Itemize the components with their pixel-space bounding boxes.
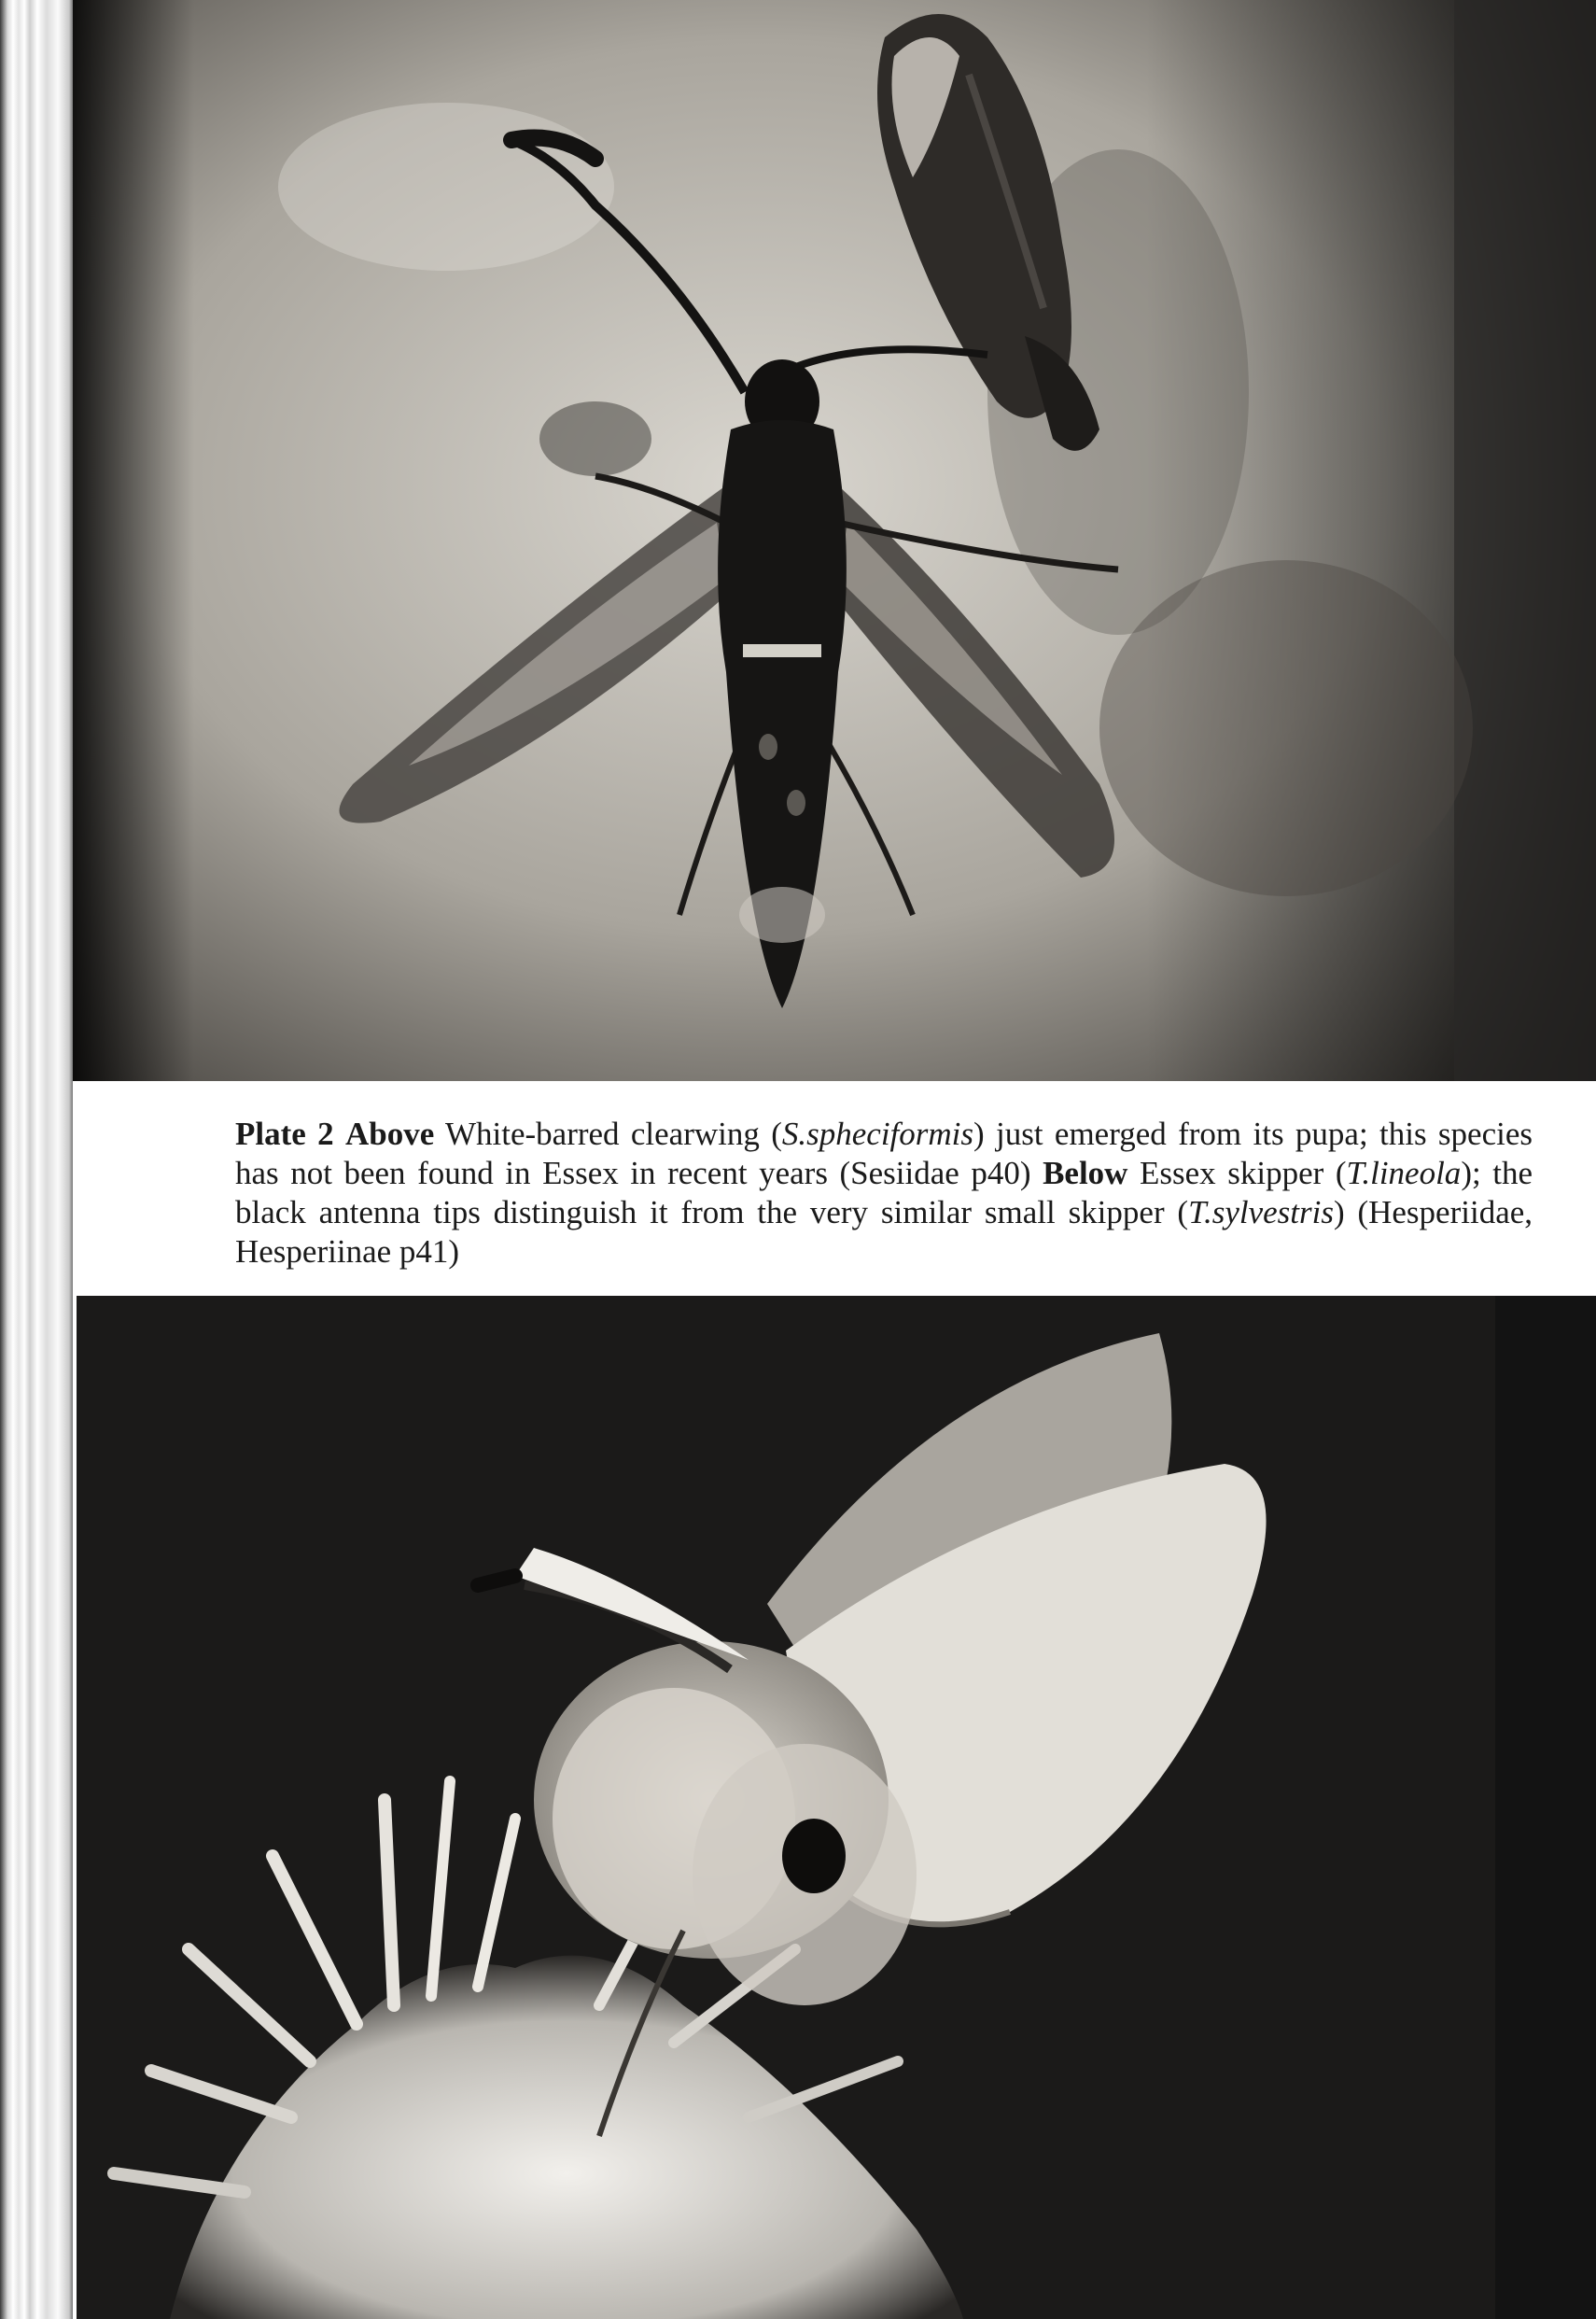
above-species: S.spheciformis (781, 1116, 974, 1152)
above-text-2: ) just emerged from its pupa; this species has not been found in Essex in recent years (Sesiidae p40) (235, 1116, 1533, 1191)
below-species: T.lineola (1346, 1155, 1462, 1191)
photo-essex-skipper (77, 1296, 1596, 2319)
plate-caption (235, 1115, 1533, 1272)
clearwing-photo-svg (73, 0, 1596, 1081)
below-text-2: ); the black antenna tips distinguish it from the very similar small skipper ( (235, 1155, 1533, 1230)
above-text-1: White-barred clearwing ( (444, 1116, 782, 1152)
plate-label: Plate 2 (235, 1116, 334, 1152)
book-page-edge (0, 0, 73, 2319)
photo-clearwing-moth (73, 0, 1596, 1081)
skipper-photo-svg (77, 1296, 1596, 2319)
below-text-3: ) (Hesperiidae, Hesperiinae p41) (235, 1194, 1533, 1270)
below-text-1: Essex skipper ( (1140, 1155, 1347, 1191)
below-species-2: T.sylvestris (1188, 1194, 1334, 1230)
below-label: Below (1043, 1155, 1128, 1191)
above-label: Above (344, 1116, 435, 1152)
